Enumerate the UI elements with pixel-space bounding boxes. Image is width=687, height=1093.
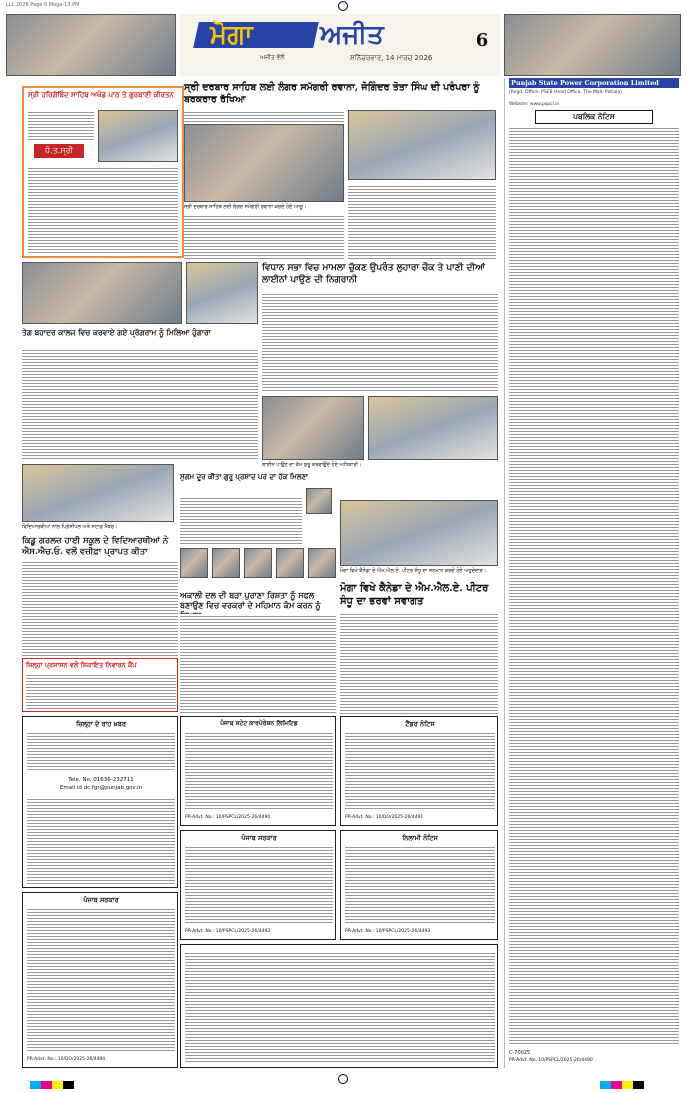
- vidhan-sabha-headline: ਵਿਧਾਨ ਸਭਾ ਵਿਚ ਮਾਮਲਾ ਚੁੱਕਣ ਉਪਰੰਤ ਲੁਹਾਰਾ ਚੌਕ ਤੇ ਪਾਣੀ ਦੀਆਂ ਲਾਈਨਾਂ ਪਾਉਣ ਦੀ ਨਿਗਰਾਨੀ: [262, 263, 485, 285]
- auction-ad-adv: PR-Advt. No.: 10/PSPCL/2025-26/4493: [345, 929, 431, 934]
- darbar-sahib-photo: [184, 124, 344, 202]
- auction-ad-title: ਨਿਲਾਮੀ ਨੋਟਿਸ: [402, 834, 438, 842]
- candidate-portraits: [180, 548, 336, 584]
- pspcl-org-name: Punjab State Power Corporation Limited: [509, 78, 679, 88]
- psc-ad: [180, 716, 336, 826]
- district-court-ad: [22, 716, 178, 888]
- kirtan-box: [22, 86, 184, 258]
- darbar-sahib-text-2: [348, 184, 496, 260]
- district-court-ad-title: ਜ਼ਿਲ੍ਹਾ ਦੇ ਰਾਹ ਖ਼ਬਰ: [76, 720, 126, 728]
- masthead-subtitle: ਅਜੀਤ ਵੱਲੋਂ: [260, 54, 285, 61]
- registration-mark-top: [338, 1, 348, 11]
- kirtan-badge: ਧੰ.ਤ.ਸ੍ਰੀ: [34, 144, 84, 158]
- akali-dal-text: [180, 614, 336, 714]
- page-number: 6: [475, 30, 489, 51]
- pspcl-website: Website: www.pspcl.in: [509, 102, 560, 107]
- tender-ad: [340, 716, 498, 826]
- kirtan-photo: [98, 110, 178, 162]
- pspcl-notice-heading: ਪਬਲਿਕ ਨੋਟਿਸ: [535, 110, 653, 124]
- darbar-sahib-photo-2: [348, 110, 496, 180]
- masthead: [180, 14, 500, 76]
- masthead-date: ਸ਼ਨਿੱਚਰਵਾਰ, 14 ਮਾਰਚ 2026: [350, 54, 433, 62]
- district-court-ad-email: Email id dc.fgr@punjab.gov.in: [59, 785, 143, 791]
- masthead-title-part1: ਮੋਗਾ: [210, 20, 253, 50]
- ehsan-text: [180, 496, 302, 544]
- school-caption: ਵਿਦਿਆਰਥੀਆਂ ਨਾਲ ਪ੍ਰਿੰਸੀਪਲ ਅਤੇ ਸਟਾਫ਼ ਮੈਂਬਰ।: [22, 524, 118, 530]
- pspcl-notice-column: [504, 78, 681, 1068]
- tehsil-text: [22, 348, 258, 460]
- portrait-5: [308, 548, 336, 578]
- darbar-sahib-text-1: [184, 214, 344, 260]
- portrait-4: [276, 548, 304, 578]
- district-news-box: [22, 658, 178, 712]
- color-calibration-bar-right: [600, 1074, 644, 1093]
- district-court-ad-text-1: [27, 731, 175, 771]
- masthead-left-photo: [6, 14, 176, 76]
- tender-ad-title: ਟੈਂਡਰ ਨੋਟਿਸ: [405, 720, 435, 728]
- kirtan-text-2: [28, 166, 178, 254]
- bottom-left-ad-title: ਪੰਜਾਬ ਸਰਕਾਰ: [83, 896, 119, 904]
- masthead-title-part2: ਅਜੀਤ: [320, 20, 384, 50]
- pspcl-footer-adv: PR-Advt. No. 10/PSPCL/2025-26/4490: [509, 1058, 593, 1063]
- bottom-left-ad-text: [27, 907, 175, 1053]
- auction-ad-text: [345, 845, 495, 925]
- public-notice-2-adv: PR-Advt. No.: 10/PSPCL/2025-26/4492: [185, 929, 271, 934]
- public-notice-2-ad: [180, 830, 336, 940]
- kirtan-text-1: [28, 110, 94, 140]
- ehsan-portrait: [306, 488, 332, 514]
- bottom-left-ad: [22, 892, 178, 1068]
- pspcl-footer-label: C-70025: [509, 1050, 531, 1056]
- district-court-ad-tel: Tele. No. 01636-232711: [68, 777, 134, 783]
- portrait-3: [244, 548, 272, 578]
- public-notice-2-title: ਪੰਜਾਬ ਸਰਕਾਰ: [241, 834, 277, 842]
- table-notice-text: [185, 951, 495, 1063]
- psc-ad-text: [185, 731, 333, 811]
- table-notice-ad: [180, 944, 498, 1068]
- pspcl-address: (Regd. Office: PSEB Head Office, The Mall, Patiala): [509, 90, 622, 95]
- tender-ad-adv: PR-Advt. No.: 10/DO/2025-26/4491: [345, 815, 424, 820]
- registration-mark-bottom: [338, 1074, 348, 1084]
- vidhan-sabha-photo-2: [368, 396, 498, 460]
- canada-mla-headline: ਮੋਗਾ ਵਿਖੇ ਕੈਨੇਡਾ ਦੇ ਐਮ.ਐਲ.ਏ. ਪੀਟਰ ਸੰਧੂ ਦਾ ਭਰਵਾਂ ਸਵਾਗਤ: [340, 583, 489, 607]
- darbar-sahib-caption: ਸ੍ਰੀ ਦਰਬਾਰ ਸਾਹਿਬ ਲਈ ਲੰਗਰ ਸਮੱਗਰੀ ਰਵਾਨਾ ਕਰਦੇ ਹੋਏ ਆਗੂ।: [184, 204, 307, 210]
- portrait-1: [180, 548, 208, 578]
- ehsan-headline: ਸੁਗਮ ਦੂਰ ਕੀਤਾ ਗੁਰੂ ਪ੍ਰਸ਼ਾਦ ਪਰ ਦਾ ਹੱਕ ਮਿਲਣਾ: [180, 472, 309, 481]
- pspcl-notice-text: [509, 126, 679, 1046]
- psc-ad-title: ਪੰਜਾਬ ਸਟੇਟ ਕਾਰਪੋਰੇਸ਼ਨ ਲਿਮਿਟਿਡ: [220, 720, 298, 727]
- darbar-sahib-intro: [184, 110, 344, 122]
- district-news-headline: ਜ਼ਿਲ੍ਹਾ ਪ੍ਰਸ਼ਾਸਨ ਵਲੋਂ ਸ਼ਿਕਾਇਤ ਨਿਵਾਰਨ ਕੈਂਪ: [26, 661, 137, 669]
- vidhan-sabha-text: [262, 292, 498, 392]
- color-calibration-bar-left: [30, 1074, 74, 1093]
- masthead-right-photo: [504, 14, 681, 76]
- school-headline: ਕਿਡੂ ਗਰਲਜ਼ ਹਾਈ ਸਕੂਲ ਦੇ ਵਿਦਿਆਰਥੀਆਂ ਨੇ ਐਸ.ਐਚ.ਓ. ਵਲੋਂ ਵਜ਼ੀਫ਼ਾ ਪ੍ਰਾਪਤ ਕੀਤਾ: [22, 536, 169, 557]
- left-photo-group-1: [22, 262, 182, 324]
- tehsil-headline: ਤੇਗ ਬਹਾਦਰ ਕਾਲਜ ਵਿਚ ਕਰਵਾਏ ਗਏ ਪ੍ਰੋਗਰਾਮ ਨੂੰ ਮਿਲਿਆ ਹੁੰਗਾਰਾ: [22, 328, 211, 337]
- tender-ad-text: [345, 731, 495, 811]
- canada-mla-photo: [340, 500, 498, 566]
- auction-ad: [340, 830, 498, 940]
- district-court-ad-text-2: [27, 797, 175, 885]
- canada-mla-caption: ਮੋਗਾ ਵਿਖੇ ਕੈਨੇਡਾ ਦੇ ਐਮ.ਐਲ.ਏ. ਪੀਟਰ ਸੰਧੂ ਦਾ ਸਨਮਾਨ ਕਰਦੇ ਹੋਏ ਅਹੁਦੇਦਾਰ।: [340, 568, 487, 574]
- school-photo: [22, 464, 174, 522]
- kirtan-headline: ਸ੍ਰੀ ਹਰਿਗੋਬਿੰਦ ਸਾਹਿਬ ਅਖੰਡ ਪਾਠ ਤੇ ਗੁਰਬਾਣੀ ਕੀਰਤਨ: [28, 90, 174, 99]
- left-photo-group-2: [186, 262, 258, 324]
- portrait-2: [212, 548, 240, 578]
- district-news-text: [26, 673, 176, 709]
- print-slug: LLL 2026 Page 6 Moga-13 PM: [6, 2, 80, 8]
- canada-mla-text: [340, 612, 498, 714]
- bottom-left-ad-adv: PR-Advt. No.: 10/DO/2025-26/4494: [27, 1057, 106, 1062]
- school-text: [22, 560, 178, 656]
- psc-ad-adv: PR-Advt. No.: 10/PSPCL/2025-26/4490: [185, 815, 271, 820]
- akali-dal-headline: ਅਕਾਲੀ ਦਲ ਦੀ ਬੜਾ ਪੁਰਾਣਾ ਰਿਸ਼ਤਾ ਨੂੰ ਸਫਲ ਬਣਾਉਣ ਵਿਚ ਵਰਕਰਾਂ ਦੇ ਮਹਿਮਾਨ ਕੰਮ ਕਰਨ ਨੂੰ: [180, 590, 321, 610]
- vidhan-sabha-caption: ਲਾਈਨ ਪਾਉਣ ਦਾ ਕੰਮ ਸ਼ੁਰੂ ਕਰਵਾਉਂਦੇ ਹੋਏ ਅਧਿਕਾਰੀ।: [262, 462, 362, 468]
- vidhan-sabha-photo-1: [262, 396, 364, 460]
- darbar-sahib-headline: ਸ੍ਰੀ ਦਰਬਾਰ ਸਾਹਿਬ ਲਈ ਲੰਗਰ ਸਮੱਗਰੀ ਰਵਾਨਾ, ਜੋਗਿੰਦਰ ਤੋਤਾ ਸਿੰਘ ਦੀ ਪਰੰਪਰਾ ਨੂੰ ਬਰਕਰਾਰ ਰੱਖਿਆ: [184, 82, 480, 105]
- public-notice-2-text: [185, 845, 333, 925]
